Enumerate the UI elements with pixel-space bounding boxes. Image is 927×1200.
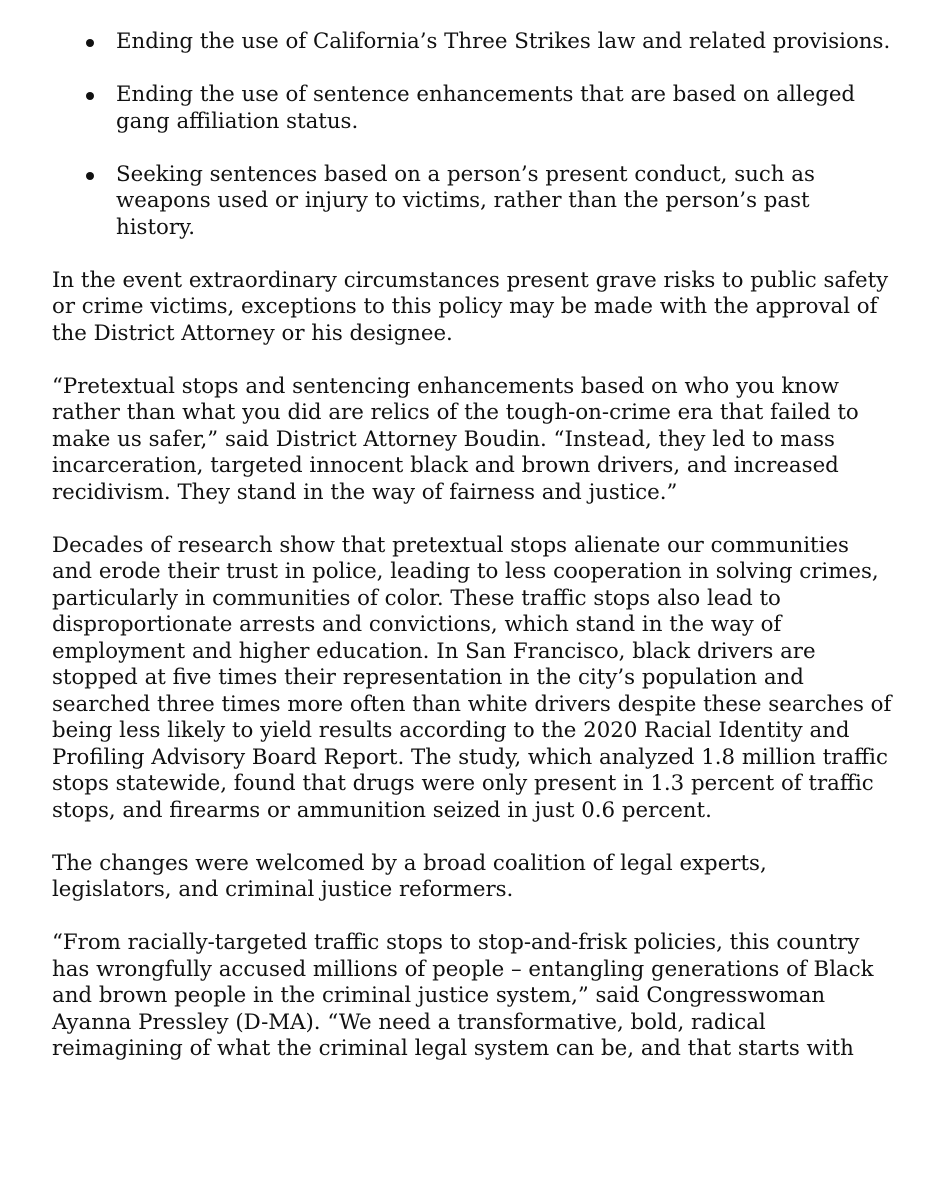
paragraph-boudin-quote: “Pretextual stops and sentencing enhancements based on who you know rather than what you did are relics of the tough-on-crime era that failed to make us safer,” said District Attorney Boudin. “Instead, they led to mass incarceration, targeted innocent black and brown drivers, and increased recidivism. They stand in the way of fairness and justice.”	[52, 373, 859, 505]
bullet-text: Ending the use of California’s Three Strikes law and related provisions.	[116, 29, 891, 54]
bullet-item	[52, 29, 892, 56]
bullet-text: Seeking sentences based on a person’s present conduct, such as weapons used or injury to victims, rather than the person’s past history.	[116, 161, 815, 240]
bullet-icon	[86, 92, 94, 100]
bullet-icon	[86, 172, 94, 180]
paragraph-pressley-quote: “From racially-targeted traffic stops to stop-and-frisk policies, this country has wrongfully accused millions of people – entangling generations of Black and brown people in the criminal justice system,” said Congresswoman Ayanna Pressley (D-MA). “We need a transformative, bold, radical reimagining of what the criminal legal system can be, and that starts with	[52, 930, 874, 1061]
bullet-icon	[86, 39, 94, 47]
paragraph-research: Decades of research show that pretextual stops alienate our communities and erode their trust in police, leading to less cooperation in solving crimes, particularly in communities of color. These traffic stops also lead to disproportionate arrests and convictions, which stand in the way of employment and higher education. In San Francisco, black drivers are stopped at five times their representation in the city’s population and searched three times more often than white drivers despite these searches of being less likely to yield results according to the 2020 Racial Identity and Profiling Advisory Board Report. The study, which analyzed 1.8 million traffic stops statewide, found that drugs were only present in 1.3 percent of traffic stops, and firearms or ammunition seized in just 0.6 percent.	[52, 532, 892, 823]
bullet-item	[52, 82, 892, 135]
document-page	[52, 29, 892, 1089]
policy-bullet-list	[52, 29, 892, 241]
paragraph-exceptions: In the event extraordinary circumstances present grave risks to public safety or crime victims, exceptions to this policy may be made with the approval of the District Attorney or his designee.	[52, 267, 889, 346]
bullet-item	[52, 162, 892, 242]
paragraph-coalition: The changes were welcomed by a broad coalition of legal experts, legislators, and criminal justice reformers.	[52, 850, 767, 902]
bullet-text: Ending the use of sentence enhancements that are based on alleged gang affiliation status.	[116, 82, 856, 134]
